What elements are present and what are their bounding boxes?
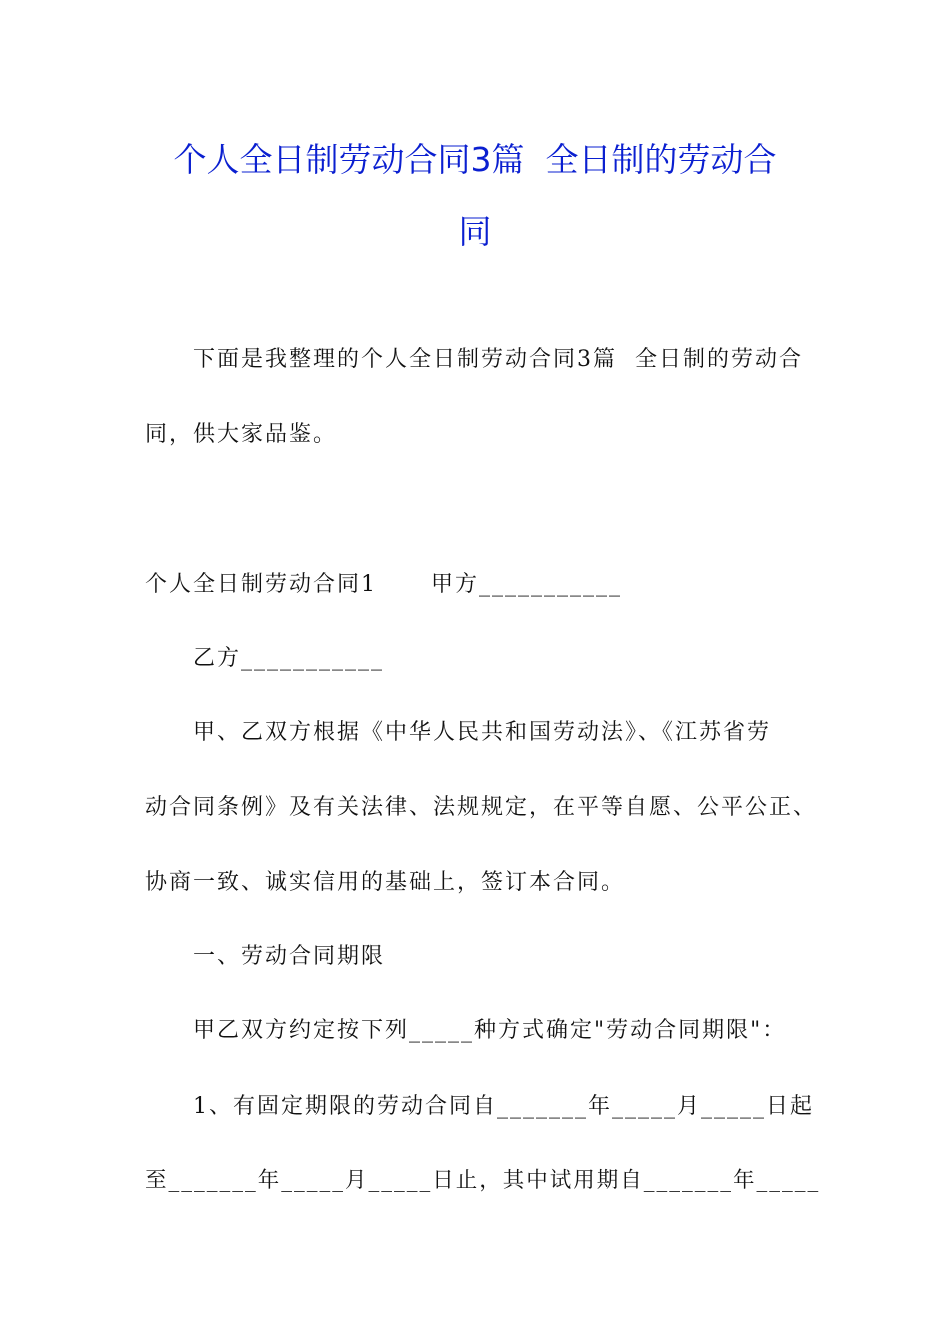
paragraph-1-line-3: 协商一致、诚实信用的基础上，签订本合同。 — [145, 870, 626, 895]
intro-line-2: 同，供大家品鉴。 — [145, 422, 338, 447]
paragraph-1-line-1: 甲、乙双方根据《中华人民共和国劳动法》、《江苏省劳 — [193, 720, 772, 745]
paragraph-1-line-2: 动合同条例》及有关法律、法规规定，在平等自愿、公平公正、 — [145, 795, 818, 820]
item-1-line-1: 1、有固定期限的劳动合同自_______年_____月_____日起 — [193, 1094, 814, 1119]
section-1-heading: 一、劳动合同期限 — [193, 944, 386, 969]
intro-line-1: 下面是我整理的个人全日制劳动合同3篇 全日制的劳动合 — [193, 347, 803, 372]
paragraph-2: 甲乙双方约定按下列_____种方式确定"劳动合同期限"： — [193, 1018, 787, 1043]
contract-heading-party-a: 个人全日制劳动合同1 甲方___________ — [145, 572, 622, 597]
document-title-line-2: 同 — [458, 212, 492, 251]
item-1-line-2: 至_______年_____月_____日止，其中试用期自_______年_____ — [145, 1168, 821, 1193]
document-title-line-1: 个人全日制劳动合同3篇 全日制的劳动合 — [173, 140, 777, 179]
party-b-line: 乙方___________ — [193, 646, 385, 671]
